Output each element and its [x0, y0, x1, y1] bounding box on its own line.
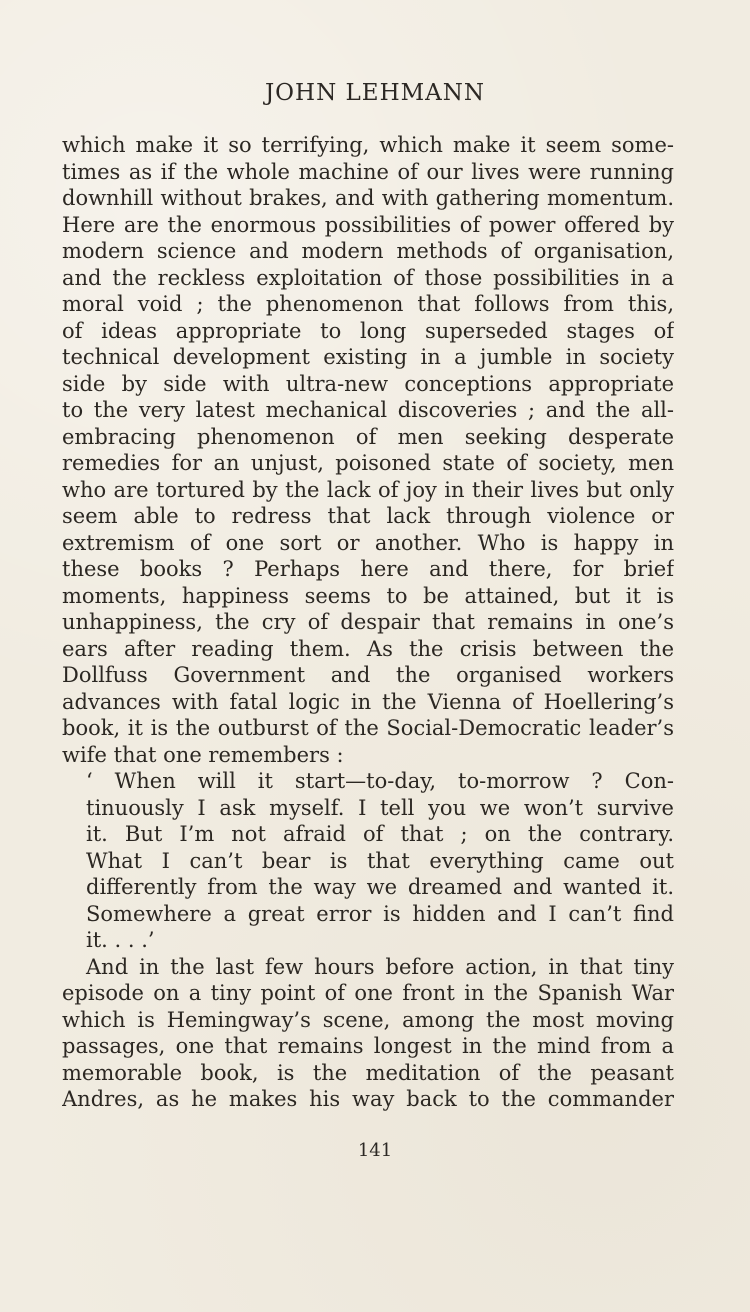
text-line: downhill without brakes, and with gathering momentum.: [62, 186, 674, 210]
text-line: seem able to redress that lack through violence or: [62, 504, 674, 528]
text-line: Dollfuss Government and the organised workers: [62, 663, 674, 687]
quote-line: Somewhere a great error is hidden and I can’t find: [86, 901, 674, 926]
text-line: of ideas appropriate to long superseded stages of: [62, 318, 674, 343]
text-line: ears after reading them. As the crisis between the: [62, 636, 674, 661]
quote-line: What I can’t bear is that everything came out: [86, 848, 674, 873]
page-number: 141: [357, 1140, 393, 1161]
text-line: And in the last few hours before action, in that tiny: [86, 954, 674, 979]
text-line: moral void ; the phenomenon that follows from this,: [62, 292, 674, 316]
text-line: memorable book, is the meditation of the peasant: [62, 1060, 674, 1085]
text-line: advances with fatal logic in the Vienna of Hoellering’s: [62, 689, 674, 714]
text-line: technical development existing in a jumble in society: [62, 345, 674, 369]
body-text: [62, 132, 674, 1113]
text-line: to the very latest mechanical discoveries ; and the all-: [62, 398, 674, 422]
text-line: wife that one remembers :: [62, 742, 344, 767]
text-line: times as if the whole machine of our lives were running: [62, 159, 674, 184]
quote-line: differently from the way we dreamed and wanted it.: [86, 875, 674, 899]
quote-line: it. But I’m not afraid of that ; on the contrary.: [86, 822, 674, 846]
text-line: which make it so terrifying, which make it seem some-: [62, 133, 674, 157]
text-line: these books ? Perhaps here and there, for brief: [62, 557, 674, 581]
quote-line: tinuously I ask myself. I tell you we won’t survive: [86, 795, 674, 820]
running-head: JOHN LEHMANN: [264, 80, 486, 106]
text-line: unhappiness, the cry of despair that remains in one’s: [62, 610, 674, 634]
text-line: extremism of one sort or another. Who is happy in: [62, 530, 674, 555]
text-line: episode on a tiny point of one front in the Spanish War: [62, 981, 674, 1005]
text-line: remedies for an unjust, poisoned state of society, men: [62, 451, 674, 475]
quote-line: it. . . .’: [86, 928, 155, 952]
text-line: and the reckless exploitation of those possibilities in a: [62, 265, 674, 290]
text-line: Andres, as he makes his way back to the commander: [62, 1087, 674, 1111]
text-line: moments, happiness seems to be attained, but it is: [62, 583, 674, 608]
text-line: modern science and modern methods of organisation,: [62, 239, 674, 263]
text-line: book, it is the outburst of the Social-Democratic leader’s: [62, 716, 674, 740]
text-line: which is Hemingway’s scene, among the most moving: [62, 1007, 674, 1032]
text-line: embracing phenomenon of men seeking desperate: [62, 424, 674, 449]
text-line: passages, one that remains longest in the mind from a: [62, 1034, 674, 1058]
text-line: Here are the enormous possibilities of power offered by: [62, 212, 674, 237]
quote-line: ‘ When will it start—to-day, to-morrow ? Con-: [86, 769, 674, 793]
text-line: side by side with ultra-new conceptions appropriate: [62, 371, 674, 396]
text-line: who are tortured by the lack of joy in their lives but only: [62, 477, 674, 502]
